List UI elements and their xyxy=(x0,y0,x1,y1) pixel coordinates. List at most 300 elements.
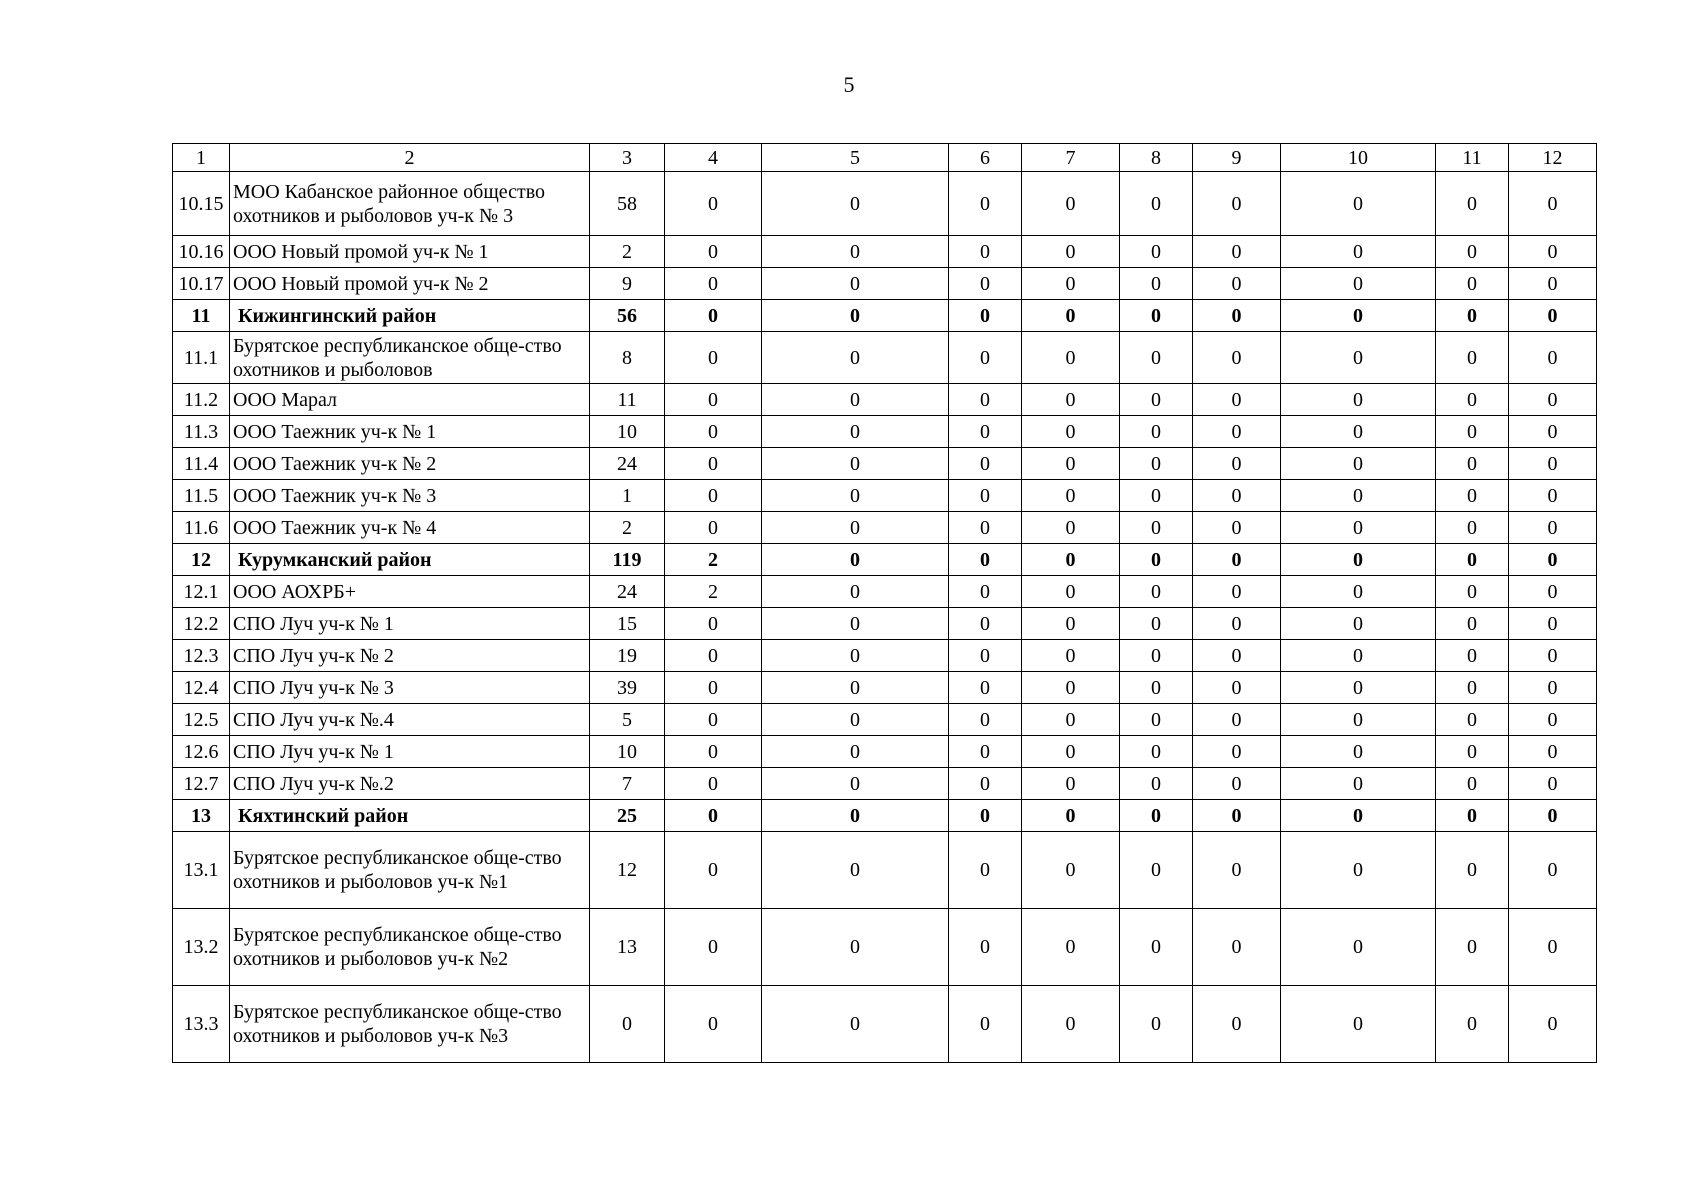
row-number: 12.6 xyxy=(173,736,230,768)
column-header: 2 xyxy=(230,144,590,172)
row-value: 0 xyxy=(1022,704,1120,736)
row-value: 0 xyxy=(1120,384,1193,416)
row-name: СПО Луч уч-к № 2 xyxy=(230,640,590,672)
row-value: 0 xyxy=(1509,268,1597,300)
row-value: 0 xyxy=(1022,384,1120,416)
row-value: 0 xyxy=(1436,800,1509,832)
row-value: 0 xyxy=(1509,236,1597,268)
page-number: 5 xyxy=(843,72,855,97)
row-value: 0 xyxy=(1022,416,1120,448)
row-value: 0 xyxy=(949,608,1022,640)
row-number: 11.5 xyxy=(173,480,230,512)
row-value: 0 xyxy=(1436,608,1509,640)
row-value: 11 xyxy=(590,384,665,416)
row-value: 24 xyxy=(590,448,665,480)
row-value: 0 xyxy=(1193,300,1281,332)
column-header: 3 xyxy=(590,144,665,172)
row-value: 10 xyxy=(590,416,665,448)
row-number: 10.16 xyxy=(173,236,230,268)
table-row xyxy=(173,768,1597,800)
row-value: 0 xyxy=(949,736,1022,768)
row-value: 56 xyxy=(590,300,665,332)
table-row xyxy=(173,608,1597,640)
row-value: 0 xyxy=(665,300,762,332)
row-number: 11.6 xyxy=(173,512,230,544)
row-value: 0 xyxy=(1281,300,1436,332)
row-value: 0 xyxy=(1022,332,1120,384)
row-value: 0 xyxy=(1436,832,1509,909)
row-value: 0 xyxy=(949,332,1022,384)
row-value: 0 xyxy=(1120,416,1193,448)
row-value: 39 xyxy=(590,672,665,704)
row-value: 1 xyxy=(590,480,665,512)
row-value: 0 xyxy=(762,800,949,832)
row-name: Бурятское республиканское обще-ство охотников и рыболовов уч-к №1 xyxy=(230,832,590,909)
row-value: 0 xyxy=(1120,832,1193,909)
row-name: Бурятское республиканское обще-ство охотников и рыболовов уч-к №2 xyxy=(230,909,590,986)
row-number: 12.7 xyxy=(173,768,230,800)
row-value: 0 xyxy=(762,544,949,576)
row-value: 0 xyxy=(665,704,762,736)
column-header: 5 xyxy=(762,144,949,172)
row-value: 0 xyxy=(1509,480,1597,512)
row-number: 12.4 xyxy=(173,672,230,704)
row-value: 0 xyxy=(1436,172,1509,236)
row-number: 12.3 xyxy=(173,640,230,672)
row-value: 0 xyxy=(1436,909,1509,986)
row-value: 0 xyxy=(1022,608,1120,640)
row-number: 10.15 xyxy=(173,172,230,236)
row-name: Курумканский район xyxy=(230,544,590,576)
row-value: 0 xyxy=(949,832,1022,909)
row-number: 12.2 xyxy=(173,608,230,640)
row-value: 0 xyxy=(1436,300,1509,332)
row-value: 0 xyxy=(1120,236,1193,268)
table-row xyxy=(173,512,1597,544)
row-number: 13.3 xyxy=(173,986,230,1063)
row-value: 0 xyxy=(665,608,762,640)
row-value: 0 xyxy=(762,832,949,909)
row-value: 10 xyxy=(590,736,665,768)
row-number: 13.2 xyxy=(173,909,230,986)
row-number: 12.5 xyxy=(173,704,230,736)
table-row xyxy=(173,268,1597,300)
table-row xyxy=(173,448,1597,480)
row-value: 0 xyxy=(949,704,1022,736)
row-value: 0 xyxy=(1022,544,1120,576)
row-value: 0 xyxy=(1281,768,1436,800)
row-value: 0 xyxy=(1436,704,1509,736)
row-value: 0 xyxy=(949,909,1022,986)
table-row xyxy=(173,236,1597,268)
row-value: 0 xyxy=(762,300,949,332)
district-total-row xyxy=(173,800,1597,832)
row-value: 0 xyxy=(665,832,762,909)
row-value: 0 xyxy=(665,768,762,800)
row-value: 0 xyxy=(949,672,1022,704)
row-value: 0 xyxy=(1281,332,1436,384)
row-value: 0 xyxy=(1193,832,1281,909)
row-value: 0 xyxy=(665,640,762,672)
column-header: 11 xyxy=(1436,144,1509,172)
row-value: 0 xyxy=(1281,268,1436,300)
table-row xyxy=(173,480,1597,512)
row-value: 0 xyxy=(1120,800,1193,832)
row-value: 0 xyxy=(1281,480,1436,512)
row-value: 0 xyxy=(949,416,1022,448)
row-value: 0 xyxy=(1436,512,1509,544)
row-value: 19 xyxy=(590,640,665,672)
row-value: 0 xyxy=(1193,332,1281,384)
row-value: 0 xyxy=(1281,704,1436,736)
row-name: СПО Луч уч-к № 1 xyxy=(230,608,590,640)
row-value: 0 xyxy=(1120,640,1193,672)
row-value: 0 xyxy=(1509,172,1597,236)
row-value: 0 xyxy=(1509,704,1597,736)
row-value: 0 xyxy=(1193,544,1281,576)
row-name: ООО Таежник уч-к № 3 xyxy=(230,480,590,512)
row-value: 0 xyxy=(1281,672,1436,704)
row-value: 0 xyxy=(1120,768,1193,800)
row-value: 0 xyxy=(1193,800,1281,832)
row-value: 0 xyxy=(1193,768,1281,800)
row-value: 7 xyxy=(590,768,665,800)
row-value: 0 xyxy=(1193,704,1281,736)
row-number: 11.2 xyxy=(173,384,230,416)
column-header: 1 xyxy=(173,144,230,172)
row-value: 0 xyxy=(665,672,762,704)
row-value: 0 xyxy=(762,608,949,640)
row-value: 0 xyxy=(1193,384,1281,416)
table-row xyxy=(173,640,1597,672)
row-value: 0 xyxy=(1193,909,1281,986)
row-value: 0 xyxy=(762,909,949,986)
row-value: 0 xyxy=(665,332,762,384)
table-row xyxy=(173,832,1597,909)
row-value: 0 xyxy=(1022,268,1120,300)
row-name: ООО АОХРБ+ xyxy=(230,576,590,608)
row-value: 0 xyxy=(665,736,762,768)
table-row xyxy=(173,332,1597,384)
row-value: 0 xyxy=(1436,672,1509,704)
row-value: 0 xyxy=(1281,236,1436,268)
column-header: 12 xyxy=(1509,144,1597,172)
row-value: 0 xyxy=(1436,576,1509,608)
row-value: 0 xyxy=(762,640,949,672)
row-value: 0 xyxy=(1281,986,1436,1063)
row-value: 0 xyxy=(1022,236,1120,268)
row-value: 13 xyxy=(590,909,665,986)
row-value: 0 xyxy=(1436,236,1509,268)
row-value: 0 xyxy=(1509,608,1597,640)
row-value: 0 xyxy=(1120,608,1193,640)
row-value: 0 xyxy=(590,986,665,1063)
row-value: 0 xyxy=(1436,480,1509,512)
row-value: 9 xyxy=(590,268,665,300)
row-value: 0 xyxy=(762,480,949,512)
row-value: 0 xyxy=(1120,268,1193,300)
row-value: 0 xyxy=(949,480,1022,512)
row-value: 0 xyxy=(665,512,762,544)
row-number: 11.3 xyxy=(173,416,230,448)
row-name: ООО Марал xyxy=(230,384,590,416)
row-value: 0 xyxy=(1509,832,1597,909)
row-value: 0 xyxy=(1281,416,1436,448)
row-value: 0 xyxy=(1436,416,1509,448)
row-value: 0 xyxy=(1022,800,1120,832)
row-value: 0 xyxy=(665,800,762,832)
row-value: 0 xyxy=(665,416,762,448)
row-value: 0 xyxy=(665,236,762,268)
column-header: 7 xyxy=(1022,144,1120,172)
row-value: 0 xyxy=(1193,480,1281,512)
row-value: 0 xyxy=(1120,576,1193,608)
row-value: 0 xyxy=(1193,576,1281,608)
row-value: 0 xyxy=(1022,512,1120,544)
row-value: 0 xyxy=(1022,768,1120,800)
table-row xyxy=(173,986,1597,1063)
row-value: 0 xyxy=(665,480,762,512)
row-value: 0 xyxy=(1120,448,1193,480)
row-value: 0 xyxy=(762,384,949,416)
row-value: 0 xyxy=(665,986,762,1063)
row-value: 0 xyxy=(1022,576,1120,608)
table-row xyxy=(173,416,1597,448)
row-value: 0 xyxy=(1281,512,1436,544)
row-value: 0 xyxy=(1509,300,1597,332)
row-value: 0 xyxy=(762,704,949,736)
row-number: 10.17 xyxy=(173,268,230,300)
row-value: 0 xyxy=(762,332,949,384)
row-name: СПО Луч уч-к №.4 xyxy=(230,704,590,736)
row-value: 0 xyxy=(762,448,949,480)
row-value: 0 xyxy=(1193,986,1281,1063)
row-value: 0 xyxy=(949,384,1022,416)
row-value: 0 xyxy=(949,986,1022,1063)
table-row xyxy=(173,672,1597,704)
row-value: 0 xyxy=(1281,448,1436,480)
row-value: 0 xyxy=(1509,512,1597,544)
row-value: 0 xyxy=(1509,448,1597,480)
row-value: 0 xyxy=(1509,800,1597,832)
row-value: 0 xyxy=(1509,986,1597,1063)
row-number: 12.1 xyxy=(173,576,230,608)
row-name: ООО Таежник уч-к № 2 xyxy=(230,448,590,480)
row-value: 0 xyxy=(1022,909,1120,986)
row-value: 0 xyxy=(1436,986,1509,1063)
row-value: 0 xyxy=(1022,736,1120,768)
row-value: 0 xyxy=(949,236,1022,268)
row-value: 0 xyxy=(1022,172,1120,236)
row-value: 0 xyxy=(665,909,762,986)
row-value: 0 xyxy=(1120,512,1193,544)
row-value: 0 xyxy=(949,768,1022,800)
row-name: ООО Новый промой уч-к № 2 xyxy=(230,268,590,300)
row-name: ООО Таежник уч-к № 1 xyxy=(230,416,590,448)
row-value: 25 xyxy=(590,800,665,832)
row-value: 0 xyxy=(1120,332,1193,384)
row-name: ООО Новый промой уч-к № 1 xyxy=(230,236,590,268)
row-value: 0 xyxy=(1281,172,1436,236)
row-number: 12 xyxy=(173,544,230,576)
row-value: 0 xyxy=(1281,800,1436,832)
row-value: 0 xyxy=(1281,736,1436,768)
row-value: 0 xyxy=(762,416,949,448)
row-number: 13.1 xyxy=(173,832,230,909)
row-value: 0 xyxy=(1193,268,1281,300)
row-value: 0 xyxy=(1281,909,1436,986)
row-value: 0 xyxy=(1022,480,1120,512)
row-value: 0 xyxy=(949,576,1022,608)
row-value: 0 xyxy=(949,512,1022,544)
row-number: 11.4 xyxy=(173,448,230,480)
row-value: 2 xyxy=(590,236,665,268)
row-value: 0 xyxy=(949,172,1022,236)
row-value: 0 xyxy=(762,986,949,1063)
row-number: 11 xyxy=(173,300,230,332)
row-value: 0 xyxy=(1193,236,1281,268)
table-header-row xyxy=(173,144,1597,172)
row-value: 0 xyxy=(762,268,949,300)
row-value: 0 xyxy=(1436,736,1509,768)
row-value: 0 xyxy=(1281,832,1436,909)
data-table xyxy=(172,143,1597,1063)
row-value: 0 xyxy=(1193,512,1281,544)
row-value: 0 xyxy=(762,512,949,544)
row-value: 0 xyxy=(1022,986,1120,1063)
table-row xyxy=(173,384,1597,416)
row-value: 0 xyxy=(1509,640,1597,672)
row-value: 0 xyxy=(949,544,1022,576)
row-name: Кяхтинский район xyxy=(230,800,590,832)
row-value: 0 xyxy=(1509,544,1597,576)
row-value: 0 xyxy=(1193,608,1281,640)
column-header: 10 xyxy=(1281,144,1436,172)
row-value: 0 xyxy=(1281,576,1436,608)
table-row xyxy=(173,736,1597,768)
row-value: 0 xyxy=(1436,544,1509,576)
row-value: 0 xyxy=(1509,768,1597,800)
row-name: Бурятское республиканское обще-ство охотников и рыболовов уч-к №3 xyxy=(230,986,590,1063)
column-header: 8 xyxy=(1120,144,1193,172)
row-name: СПО Луч уч-к № 1 xyxy=(230,736,590,768)
row-value: 0 xyxy=(1120,544,1193,576)
row-value: 0 xyxy=(949,300,1022,332)
row-value: 0 xyxy=(949,640,1022,672)
row-value: 0 xyxy=(1509,332,1597,384)
column-header: 9 xyxy=(1193,144,1281,172)
row-value: 0 xyxy=(1022,640,1120,672)
row-value: 0 xyxy=(1120,172,1193,236)
row-value: 58 xyxy=(590,172,665,236)
district-total-row xyxy=(173,300,1597,332)
row-value: 0 xyxy=(762,172,949,236)
row-value: 0 xyxy=(1193,736,1281,768)
row-value: 0 xyxy=(1509,416,1597,448)
column-header: 4 xyxy=(665,144,762,172)
row-value: 0 xyxy=(1022,672,1120,704)
row-value: 15 xyxy=(590,608,665,640)
row-value: 24 xyxy=(590,576,665,608)
row-value: 0 xyxy=(1120,704,1193,736)
row-name: Кижингинский район xyxy=(230,300,590,332)
table-row xyxy=(173,172,1597,236)
row-value: 0 xyxy=(665,448,762,480)
row-value: 0 xyxy=(1281,384,1436,416)
row-value: 0 xyxy=(1193,416,1281,448)
row-value: 0 xyxy=(1509,909,1597,986)
row-value: 0 xyxy=(1436,268,1509,300)
row-value: 0 xyxy=(1436,448,1509,480)
row-value: 0 xyxy=(949,800,1022,832)
row-value: 0 xyxy=(1120,300,1193,332)
row-value: 0 xyxy=(1120,986,1193,1063)
row-value: 0 xyxy=(1281,544,1436,576)
row-name: СПО Луч уч-к №.2 xyxy=(230,768,590,800)
row-value: 0 xyxy=(1281,640,1436,672)
row-value: 0 xyxy=(762,576,949,608)
row-name: СПО Луч уч-к № 3 xyxy=(230,672,590,704)
row-value: 0 xyxy=(1509,672,1597,704)
row-value: 0 xyxy=(665,268,762,300)
row-value: 0 xyxy=(1436,384,1509,416)
row-value: 0 xyxy=(1193,172,1281,236)
row-value: 0 xyxy=(1120,480,1193,512)
row-value: 0 xyxy=(1120,909,1193,986)
row-value: 2 xyxy=(665,544,762,576)
row-value: 0 xyxy=(1193,448,1281,480)
row-name: МОО Кабанское районное общество охотников и рыболовов уч-к № 3 xyxy=(230,172,590,236)
row-value: 2 xyxy=(590,512,665,544)
row-value: 0 xyxy=(1509,736,1597,768)
row-value: 0 xyxy=(1281,608,1436,640)
row-value: 0 xyxy=(1436,332,1509,384)
table-row xyxy=(173,909,1597,986)
row-value: 0 xyxy=(762,768,949,800)
table-row xyxy=(173,576,1597,608)
row-value: 0 xyxy=(1436,768,1509,800)
row-name: ООО Таежник уч-к № 4 xyxy=(230,512,590,544)
row-value: 0 xyxy=(1509,384,1597,416)
row-value: 2 xyxy=(665,576,762,608)
row-value: 0 xyxy=(1193,672,1281,704)
row-value: 12 xyxy=(590,832,665,909)
row-value: 0 xyxy=(1436,640,1509,672)
row-value: 119 xyxy=(590,544,665,576)
column-header: 6 xyxy=(949,144,1022,172)
row-value: 0 xyxy=(1120,736,1193,768)
row-value: 0 xyxy=(665,384,762,416)
row-value: 0 xyxy=(762,236,949,268)
row-value: 0 xyxy=(949,448,1022,480)
table-row xyxy=(173,704,1597,736)
row-value: 0 xyxy=(1509,576,1597,608)
row-number: 11.1 xyxy=(173,332,230,384)
row-value: 0 xyxy=(1193,640,1281,672)
row-value: 0 xyxy=(762,672,949,704)
row-value: 0 xyxy=(762,736,949,768)
row-value: 0 xyxy=(949,268,1022,300)
row-number: 13 xyxy=(173,800,230,832)
row-value: 0 xyxy=(1022,832,1120,909)
row-value: 5 xyxy=(590,704,665,736)
row-value: 8 xyxy=(590,332,665,384)
row-value: 0 xyxy=(1120,672,1193,704)
row-value: 0 xyxy=(1022,448,1120,480)
row-value: 0 xyxy=(1022,300,1120,332)
district-total-row xyxy=(173,544,1597,576)
row-name: Бурятское республиканское обще-ство охотников и рыболовов xyxy=(230,332,590,384)
